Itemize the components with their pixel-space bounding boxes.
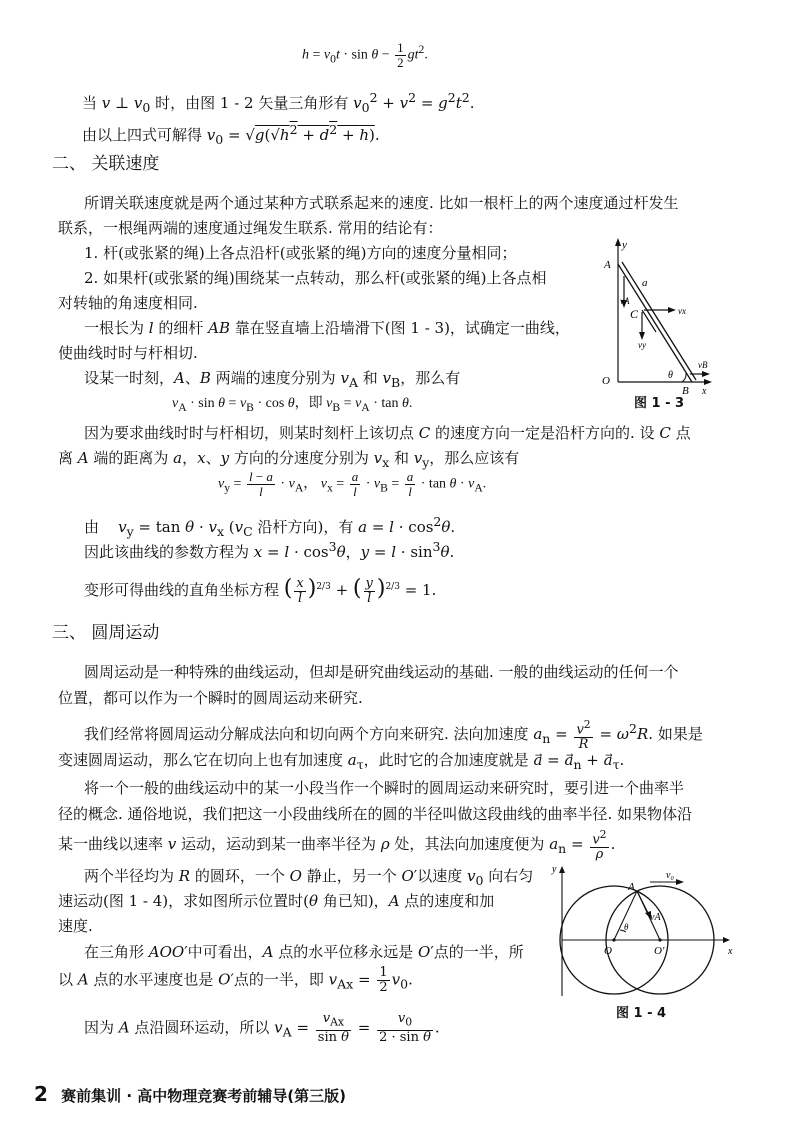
- book-title: 赛前集训 · 高中物理竞赛考前辅导(第三版): [61, 1087, 347, 1105]
- section-2-para: 离 A 端的距离为 a，x、y 方向的分速度分别为 $v_x$ 和 $v_y$，那么应该有: [58, 449, 520, 470]
- section-3-para: 圆周运动是一种特殊的曲线运动，但却是研究曲线运动的基础. 一般的曲线运动的任何一个: [84, 663, 679, 681]
- section-3-title: 三、 圆周运动: [52, 623, 160, 643]
- label-y: y: [622, 239, 627, 251]
- label-x: x: [728, 946, 733, 957]
- label-vy: vy: [638, 340, 646, 350]
- label-a-length: a: [642, 277, 648, 289]
- label-o-prime: O′: [654, 945, 665, 957]
- setup-text: 设某一时刻，A、B 两端的速度分别为 $v_A$ 和 $v_B$，那么有: [84, 369, 461, 390]
- label-theta: θ: [624, 922, 629, 932]
- problem-statement: 使曲线时时与杆相切.: [58, 344, 198, 362]
- label-c: C: [630, 307, 639, 321]
- problem-statement: 一根长为 l 的细杆 AB 靠在竖直墙上沿墙滑下(图 1 - 3)，试确定一曲线，: [84, 319, 570, 337]
- label-vb: vB: [698, 360, 708, 370]
- problem-rings: 两个半径均为 R 的圆环，一个 O 静止，另一个 O′以速度 $v_0$ 向右匀: [84, 867, 534, 888]
- solution-rings: 在三角形 AOO′中可看出，A 点的水平位移永远是 O′点的一半，所: [84, 943, 524, 961]
- conclusion-item-2: 2. 如果杆(或张紧的绳)围绕某一点转动，那么杆(或张紧的绳)上各点相: [84, 269, 547, 287]
- section-3-para: 径的概念. 通俗地说，我们把这一小段曲线所在的圆的半径叫做这段曲线的曲率半径. 如果物体沿: [58, 805, 693, 823]
- solution-v0: 由以上四式可解得 $v_0 = √g(√h^2 + d^2 + h)$.: [82, 122, 380, 147]
- conclusion-item-1: 1. 杆(或张紧的绳)上各点沿杆(或张紧的绳)方向的速度分量相同；: [84, 244, 517, 262]
- section-3-para: 位置，都可以作为一个瞬时的圆周运动来研究.: [58, 689, 363, 707]
- equation-tangent: 由 $v_y = \tan \theta \cdot v_x$ ($v_C$ 沿杆方向)，有 $a = l \cdot \cos^2\theta$.: [84, 514, 456, 539]
- figure-1-4-caption: 图 1 - 4: [616, 1006, 667, 1021]
- figure-1-3: [598, 236, 718, 396]
- label-o: O: [602, 375, 610, 387]
- section-3-para: 将一个一般的曲线运动中的某一小段当作一个瞬时的圆周运动来研究时，要引进一个曲率半: [84, 779, 685, 797]
- equation-components: $v_y$ = $\frac{l - a}{l}$ · $v_A$， $v_x$ = $\frac{a}{l}$ · $v_B$ = $\frac{a}{l}$ · $\tan \theta \cdot v_A$.: [218, 469, 487, 499]
- equation-astroid: 变形可得曲线的直角坐标方程 ( $\frac{x}{l}$ )$^{2/3}$ + ( $\frac{y}{l}$ )$^{2/3}$ = 1.: [84, 575, 437, 606]
- equation-velocity-relation: $v_A \cdot \sin \theta = v_B \cdot \cos \theta$，即 $v_B = v_A \cdot \tan \theta$.: [172, 396, 413, 414]
- page-number: 2: [34, 1082, 48, 1106]
- label-va: vA: [620, 296, 630, 306]
- section-3-para: 变速圆周运动，那么它在切向上也有加速度 $a_\tau$，此时它的合加速度就是 a⃗ = $a_n + a_\tau$.: [58, 751, 625, 772]
- conclusion-item-2: 对转轴的角速度相同.: [58, 294, 198, 312]
- equation-h: $h = v_0t \cdot \sin \theta$ − $\frac{1}{2}$ $gt^2$.: [302, 39, 428, 70]
- rod-ab: [618, 264, 692, 382]
- label-o: O: [604, 945, 612, 957]
- label-b: B: [682, 385, 689, 396]
- section-2-para: 联系，一根绳两端的速度通过绳发生联系. 常用的结论有：: [58, 219, 443, 237]
- section-2-para: 因为要求曲线时时与杆相切，则某时刻杆上该切点 C 的速度方向一定是沿杆方向的. 设 C 点: [84, 424, 691, 442]
- label-theta: θ: [668, 370, 673, 381]
- problem-rings: 速度.: [58, 917, 93, 935]
- solution-va: 因为 A 点沿圆环运动，所以 $v_A$ = $\frac{v_{Ax}}{\text{sin θ}}$ = $\frac{v_0}{\text{2 · sin θ}}$ .: [84, 1011, 440, 1045]
- label-x: x: [702, 386, 707, 396]
- label-vx: vx: [678, 306, 686, 316]
- label-v0: v₀: [666, 870, 674, 881]
- section-2-para: 所谓关联速度就是两个通过某种方式联系起来的速度. 比如一根杆上的两个速度通过杆发生: [84, 194, 679, 212]
- perpendicular-condition: 当 v ⊥ $v_0$ 时，由图 1 - 2 矢量三角形有 $v_0^2 + v^2 = g^2t^2$.: [82, 90, 475, 115]
- label-a-point: A: [604, 259, 611, 271]
- page-footer: [34, 1082, 346, 1106]
- label-a: A: [628, 881, 635, 893]
- label-va: vA: [650, 912, 661, 923]
- section-3-para: 某一曲线以速率 v 运动，运动到某一曲率半径为 ρ 处，其法向加速度便为 $a_n$ = $\frac{v^2}{\rho}$ .: [58, 828, 616, 863]
- equation-parametric: 因此该曲线的参数方程为 $x = l \cdot \cos^3\theta$，$y = l \cdot \sin^3\theta$.: [84, 539, 455, 561]
- figure-1-3-caption: 图 1 - 3: [634, 396, 685, 411]
- section-3-para: 我们经常将圆周运动分解成法向和切向两个方向来研究. 法向加速度 $a_n$ = $\frac{v^2}{R}$ = $\omega^2R$. 如果是: [84, 717, 703, 753]
- problem-rings: 速运动(图 1 - 4)，求如图所示位置时(θ 角已知)，A 点的速度和加: [58, 892, 495, 910]
- label-y: y: [552, 864, 557, 875]
- section-2-title: 二、 关联速度: [52, 154, 160, 174]
- figure-1-4: [548, 860, 738, 1000]
- solution-rings: 以 A 点的水平速度也是 O′点的一半，即 $v_{Ax}$ = $\frac{1}{2}$ $v_0$.: [58, 965, 413, 995]
